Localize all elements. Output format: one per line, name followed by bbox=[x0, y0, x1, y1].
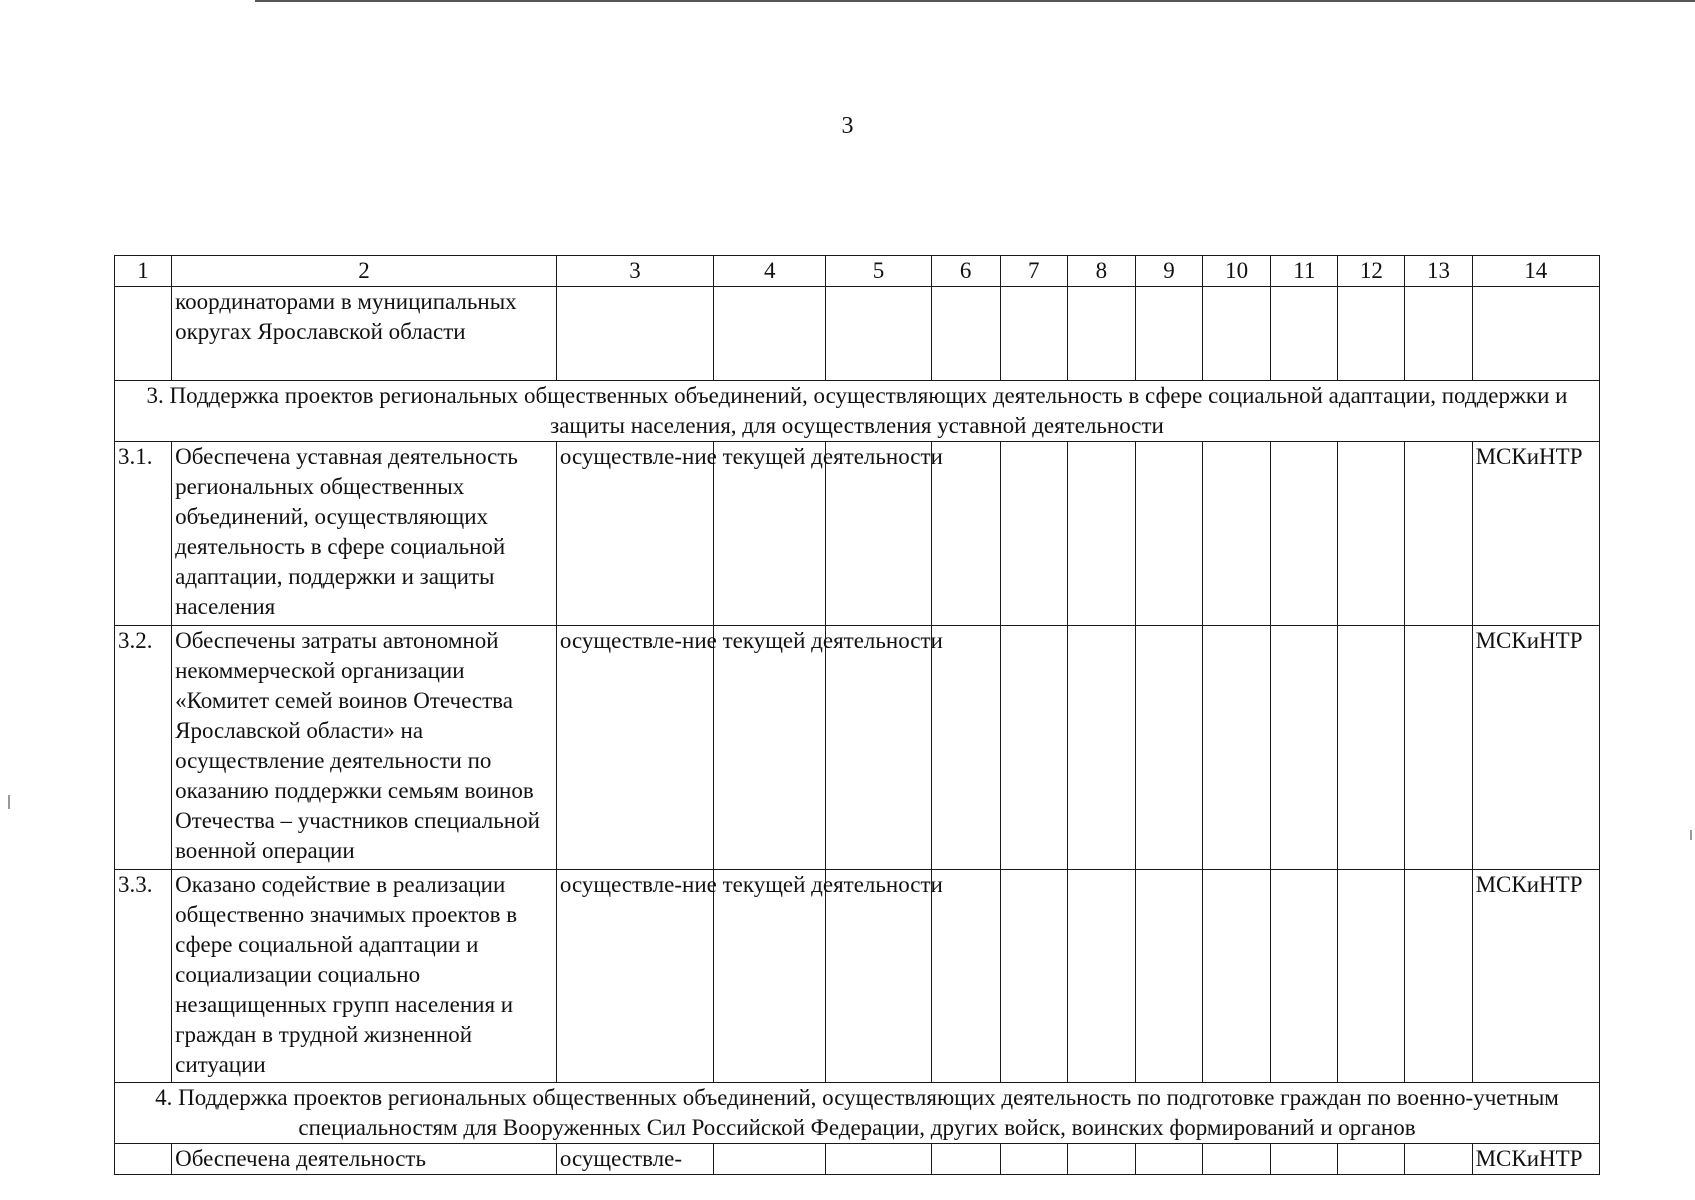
row-description: Обеспечена деятельность bbox=[172, 1144, 557, 1175]
row-number: 3.2. bbox=[115, 626, 172, 870]
empty-cell bbox=[714, 287, 826, 381]
empty-cell bbox=[1000, 442, 1067, 626]
top-edge-rule bbox=[255, 0, 1695, 2]
empty-cell bbox=[826, 442, 931, 626]
empty-cell bbox=[1067, 870, 1135, 1083]
row-number: 3.1. bbox=[115, 442, 172, 626]
empty-cell bbox=[1203, 1144, 1271, 1175]
row-responsible: МСКиНТР bbox=[1472, 626, 1599, 870]
empty-cell bbox=[1271, 626, 1338, 870]
scan-mark-right bbox=[1690, 830, 1692, 840]
header-cell: 5 bbox=[826, 256, 931, 287]
section-title: 4. Поддержка проектов региональных общественных объединений, осуществляющих деятельность по подготовке граждан по военно-учетным специальностям для Вооруженных Сил Российской Федерации, других войск, воинских формирований и органов bbox=[115, 1083, 1600, 1144]
row-description: Оказано содействие в реализации общественно значимых проектов в сфере социальной адаптации и социализации социально незащищенных групп населения и граждан в трудной жизненной ситуации bbox=[172, 870, 557, 1083]
header-cell: 12 bbox=[1338, 256, 1405, 287]
row-execution: осуществле- bbox=[556, 1144, 713, 1175]
row-description: Обеспечены затраты автономной некоммерческой организации «Комитет семей воинов Отечества Ярославской области» на осуществление деятельности по оказанию поддержки семьям воинов Отечества – участников специальной военной операции bbox=[172, 626, 557, 870]
empty-cell bbox=[826, 626, 931, 870]
row-execution bbox=[556, 287, 713, 381]
row-responsible: МСКиНТР bbox=[1472, 1144, 1599, 1175]
empty-cell bbox=[1203, 442, 1271, 626]
row-responsible: МСКиНТР bbox=[1472, 870, 1599, 1083]
empty-cell bbox=[1405, 626, 1472, 870]
empty-cell bbox=[714, 626, 826, 870]
empty-cell bbox=[1405, 287, 1472, 381]
header-cell: 14 bbox=[1472, 256, 1599, 287]
page-number: 3 bbox=[841, 113, 854, 139]
empty-cell bbox=[931, 442, 1000, 626]
empty-cell bbox=[1338, 626, 1405, 870]
empty-cell bbox=[1000, 1144, 1067, 1175]
row-description: Обеспечена уставная деятельность региональных общественных объединений, осуществляющих деятельность в сфере социальной адаптации, поддержки и защиты населения bbox=[172, 442, 557, 626]
empty-cell bbox=[1000, 287, 1067, 381]
empty-cell bbox=[1000, 626, 1067, 870]
empty-cell bbox=[931, 287, 1000, 381]
empty-cell bbox=[1067, 1144, 1135, 1175]
empty-cell bbox=[826, 870, 931, 1083]
header-cell: 1 bbox=[115, 256, 172, 287]
empty-cell bbox=[931, 870, 1000, 1083]
empty-cell bbox=[1203, 870, 1271, 1083]
empty-cell bbox=[1135, 442, 1202, 626]
empty-cell bbox=[1271, 870, 1338, 1083]
header-cell: 4 bbox=[714, 256, 826, 287]
empty-cell bbox=[1135, 870, 1202, 1083]
empty-cell bbox=[1338, 442, 1405, 626]
table-row bbox=[115, 287, 1600, 381]
empty-cell bbox=[1338, 870, 1405, 1083]
header-cell: 2 bbox=[172, 256, 557, 287]
empty-cell bbox=[1405, 442, 1472, 626]
header-cell: 13 bbox=[1405, 256, 1472, 287]
scan-mark-left bbox=[8, 795, 10, 809]
row-responsible: МСКиНТР bbox=[1472, 442, 1599, 626]
header-cell: 7 bbox=[1000, 256, 1067, 287]
section-row bbox=[115, 1083, 1600, 1144]
empty-cell bbox=[1067, 442, 1135, 626]
header-cell: 6 bbox=[931, 256, 1000, 287]
empty-cell bbox=[1338, 287, 1405, 381]
row-execution: осуществле-ние текущей деятельности bbox=[556, 626, 713, 870]
row-responsible bbox=[1472, 287, 1599, 381]
section-title: 3. Поддержка проектов региональных общественных объединений, осуществляющих деятельность в сфере социальной адаптации, поддержки и защиты населения, для осуществления уставной деятельности bbox=[115, 381, 1600, 442]
empty-cell bbox=[714, 870, 826, 1083]
row-description: координаторами в муниципальных округах Ярославской области bbox=[172, 287, 557, 381]
header-cell: 10 bbox=[1203, 256, 1271, 287]
empty-cell bbox=[931, 1144, 1000, 1175]
empty-cell bbox=[1067, 626, 1135, 870]
row-execution: осуществле-ние текущей деятельности bbox=[556, 442, 713, 626]
empty-cell bbox=[1067, 287, 1135, 381]
header-cell: 3 bbox=[556, 256, 713, 287]
empty-cell bbox=[1000, 870, 1067, 1083]
header-cell: 8 bbox=[1067, 256, 1135, 287]
empty-cell bbox=[1203, 287, 1271, 381]
empty-cell bbox=[1271, 442, 1338, 626]
header-cell: 9 bbox=[1135, 256, 1202, 287]
table-row bbox=[115, 626, 1600, 870]
empty-cell bbox=[1203, 626, 1271, 870]
empty-cell bbox=[826, 287, 931, 381]
table-row bbox=[115, 442, 1600, 626]
empty-cell bbox=[1338, 1144, 1405, 1175]
row-number bbox=[115, 287, 172, 381]
empty-cell bbox=[826, 1144, 931, 1175]
empty-cell bbox=[931, 626, 1000, 870]
empty-cell bbox=[714, 442, 826, 626]
row-execution: осуществле-ние текущей деятельности bbox=[556, 870, 713, 1083]
empty-cell bbox=[1405, 870, 1472, 1083]
row-number: 3.3. bbox=[115, 870, 172, 1083]
empty-cell bbox=[714, 1144, 826, 1175]
table-header-row bbox=[115, 256, 1600, 287]
table-row bbox=[115, 1144, 1600, 1175]
empty-cell bbox=[1135, 1144, 1202, 1175]
plan-table bbox=[114, 255, 1600, 1175]
row-number bbox=[115, 1144, 172, 1175]
table-row bbox=[115, 870, 1600, 1083]
empty-cell bbox=[1135, 287, 1202, 381]
header-cell: 11 bbox=[1271, 256, 1338, 287]
section-row bbox=[115, 381, 1600, 442]
empty-cell bbox=[1405, 1144, 1472, 1175]
empty-cell bbox=[1271, 287, 1338, 381]
empty-cell bbox=[1135, 626, 1202, 870]
empty-cell bbox=[1271, 1144, 1338, 1175]
